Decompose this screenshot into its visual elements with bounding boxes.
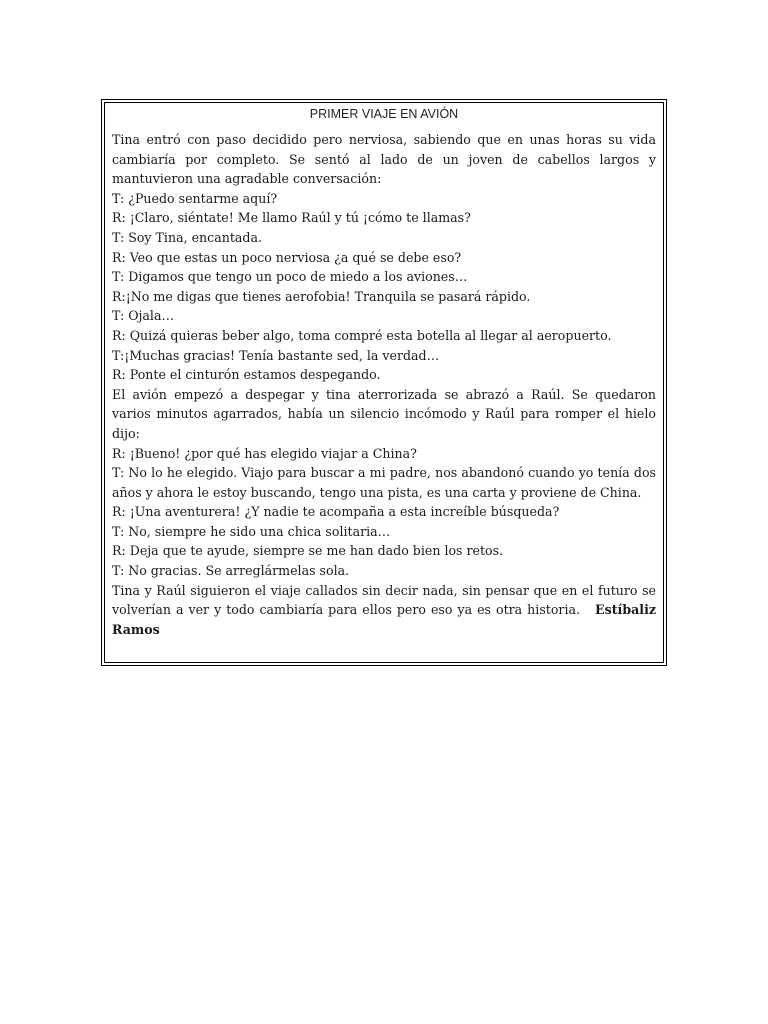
- dialogue-line: R: Quizá quieras beber algo, toma compré esta botella al llegar al aeropuerto.: [112, 327, 612, 343]
- dialogue-line: T: Digamos que tengo un poco de miedo a los aviones…: [112, 269, 468, 285]
- ending-text: Tina y Raúl siguieron el viaje callados sin decir nada, sin pensar que en el futuro se volverían a ver y todo cambiaría para ellos pero eso ya es otra historia.: [112, 582, 656, 618]
- dialogue-line: T:¡Muchas gracias! Tenía bastante sed, la verdad…: [112, 347, 440, 363]
- story-frame: [101, 99, 667, 666]
- intro-paragraph: Tina entró con paso decidido pero nerviosa, sabiendo que en unas horas su vida cambiaría por completo. Se sentó al lado de un joven de cabellos largos y mantuvieron una agradable conversación:: [112, 132, 656, 187]
- dialogue-line: R:¡No me digas que tienes aerofobia! Tranquila se pasará rápido.: [112, 288, 531, 304]
- dialogue-line: R: Ponte el cinturón estamos despegando.: [112, 367, 381, 383]
- dialogue-line: T: No, siempre he sido una chica solitaria…: [112, 523, 391, 539]
- ending-paragraph: [112, 581, 656, 640]
- dialogue-line: R: ¡Bueno! ¿por qué has elegido viajar a China?: [112, 445, 417, 461]
- dialogue-line: T: No gracias. Se arreglármelas sola.: [112, 563, 350, 579]
- dialogue-line: R: ¡Una aventurera! ¿Y nadie te acompaña a esta increíble búsqueda?: [112, 504, 560, 520]
- father-paragraph: T: No lo he elegido. Viajo para buscar a mi padre, nos abandonó cuando yo tenía dos años y ahora le estoy buscando, tengo una pista, es una carta y proviene de China.: [112, 465, 656, 500]
- story-frame-inner: [104, 102, 664, 663]
- dialogue-line: R: ¡Claro, siéntate! Me llamo Raúl y tú ¡cómo te llamas?: [112, 210, 471, 226]
- dialogue-line: R: Deja que te ayude, siempre se me han dado bien los retos.: [112, 543, 504, 559]
- story-title: PRIMER VIAJE EN AVIÓN: [309, 107, 459, 121]
- author-signature: Estíbaliz Ramos: [112, 602, 657, 637]
- dialogue-line: T: ¿Puedo sentarme aquí?: [112, 190, 278, 206]
- dialogue-block-2: [112, 502, 656, 580]
- dialogue-block-1: [112, 189, 656, 385]
- takeoff-paragraph: El avión empezó a despegar y tina aterrorizada se abrazó a Raúl. Se quedaron varios minutos agarrados, había un silencio incómodo y Raúl para romper el hielo dijo:: [112, 386, 656, 441]
- dialogue-line: R: Veo que estas un poco nerviosa ¿a qué se debe eso?: [112, 249, 462, 265]
- dialogue-line: T: Ojala…: [112, 308, 175, 324]
- dialogue-line: T: Soy Tina, encantada.: [112, 229, 262, 245]
